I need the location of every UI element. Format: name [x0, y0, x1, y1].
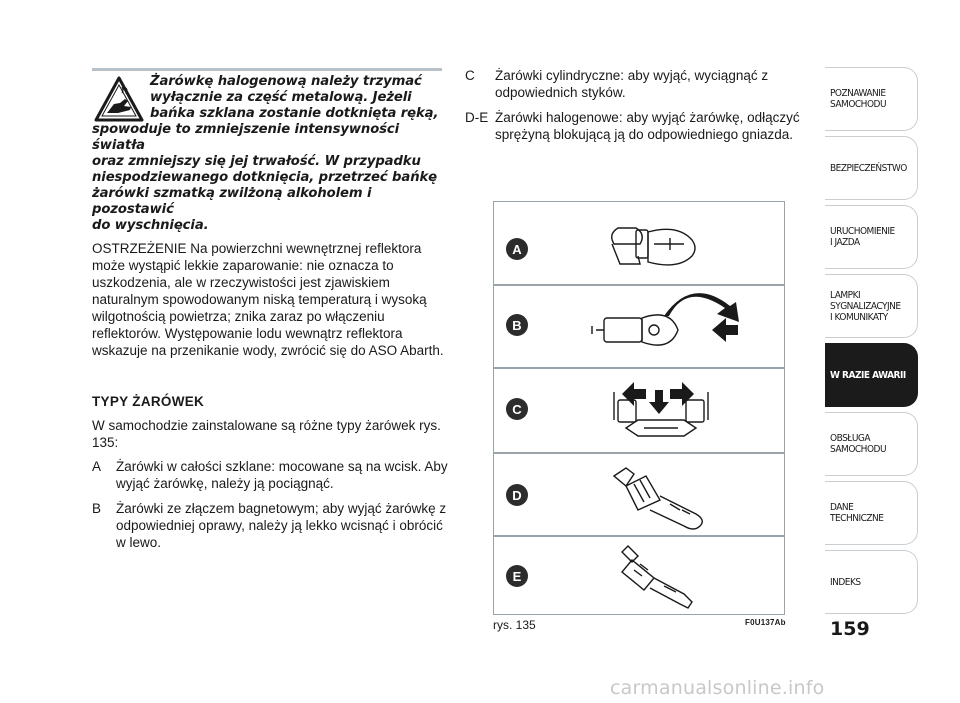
list-item [465, 109, 815, 143]
warning-line: do wyschnięcia. [92, 218, 209, 233]
list-item-text: Żarówki cylindryczne: aby wyjąć, wyciągnąć z odpowiednich styków. [495, 68, 769, 100]
figure-label-e: E [506, 565, 528, 587]
list-item-text: Żarówki ze złączem bagnetowym; aby wyjąć żarówkę z odpowiedniej oprawy, należy ją lekko wcisnąć i obrócić w lewo. [116, 501, 447, 550]
list-item-letter: A [92, 459, 102, 474]
warning-line: wyłącznie za część metalową. Jeżeli [150, 90, 412, 105]
tab-obsluga-samochodu[interactable] [825, 412, 918, 476]
figure-label-b: B [506, 314, 528, 336]
list-item [465, 67, 815, 101]
figure-label-a: A [506, 238, 528, 260]
bulb-types-list-left [92, 458, 452, 559]
section-title: TYPY ŻARÓWEK [92, 394, 205, 409]
page-number: 159 [830, 618, 870, 640]
list-item-text: Żarówki halogenowe: aby wyjąć żarówkę, odłączyć sprężyną blokującą ją do odpowiedniego gniazda. [495, 110, 800, 142]
figure-divider [494, 284, 784, 286]
list-item-letter: B [92, 501, 102, 516]
note-paragraph: OSTRZEŻENIE Na powierzchni wewnętrznej reflektora może wystąpić lekkie zaparowanie: nie oznacza to uszkodzenia, ale w rzeczywistości jest zjawiskiem naturalnym spowodowanym niską temperaturą i wysoką wilgotnością powietrza; znika zaraz po włączeniu reflektorów. Występowanie lodu wewnątrz reflektora wskazuje na przenikanie wody, zwrócić się do ASO Abarth. [92, 241, 444, 358]
tab-lampki-sygnalizacyjne[interactable] [825, 274, 918, 338]
wedge-bulb-icon [494, 212, 784, 282]
halogen-h7-bulb-icon [494, 538, 784, 612]
warning-line: Żarówkę halogenową należy trzymać [150, 74, 422, 89]
tab-label: BEZPIECZEŃSTWO [830, 162, 907, 174]
warning-line: bańka szklana zostanie dotknięta ręką, [150, 106, 439, 121]
warning-line: żarówki szmatką zwilżoną alkoholem i pozostawić [92, 186, 372, 217]
figure-label-d: D [506, 484, 528, 506]
warning-line: oraz zmniejszy się jej trwałość. W przypadku [92, 154, 421, 169]
tab-dane-techniczne[interactable] [825, 481, 918, 545]
list-item-text: Żarówki w całości szklane: mocowane są na wcisk. Aby wyjąć żarówkę, należy ją pociągnąć. [116, 459, 448, 491]
tab-uruchomienie-i-jazda[interactable] [825, 205, 918, 269]
list-item-letter: C [465, 68, 475, 83]
warning-text [92, 74, 444, 234]
bayonet-bulb-icon [494, 288, 784, 366]
tab-label: DANE TECHNICZNE [830, 502, 884, 524]
watermark: carmanualsonline.info [610, 677, 825, 699]
bulb-types-list-right [465, 67, 815, 151]
tab-w-razie-awarii[interactable] [825, 343, 918, 407]
tab-label: LAMPKI SYGNALIZACYJNE I KOMUNIKATY [830, 289, 901, 323]
figure-divider [494, 367, 784, 369]
figure-divider [494, 535, 784, 537]
figure-caption: rys. 135 [493, 618, 536, 632]
festoon-bulb-icon [494, 372, 784, 450]
list-item [92, 500, 452, 551]
tab-bezpieczenstwo[interactable] [825, 136, 918, 200]
warning-line: niespodziewanego dotknięcia, przetrzeć bańkę [92, 170, 437, 185]
tab-poznawanie-samochodu[interactable] [825, 67, 918, 131]
warning-line: spowoduje to zmniejszenie intensywności światła [92, 122, 400, 153]
tab-label: W RAZIE AWARII [830, 369, 906, 381]
tab-label: OBSŁUGA SAMOCHODU [830, 433, 887, 455]
bulb-types-figure [493, 201, 785, 615]
tab-label: POZNAWANIE SAMOCHODU [830, 88, 887, 110]
warning-rule [92, 68, 442, 71]
list-item [92, 458, 452, 492]
tab-label: INDEKS [830, 576, 861, 588]
figure-code: F0U137Ab [745, 618, 786, 627]
tab-label: URUCHOMIENIE I JAZDA [830, 226, 895, 248]
figure-label-c: C [506, 398, 528, 420]
halogen-h4-bulb-icon [494, 456, 784, 534]
list-item-letter: D-E [465, 110, 489, 125]
intro-paragraph: W samochodzie zainstalowane są różne typy żarówek rys. 135: [92, 418, 441, 450]
figure-divider [494, 452, 784, 454]
tab-indeks[interactable] [825, 550, 918, 614]
